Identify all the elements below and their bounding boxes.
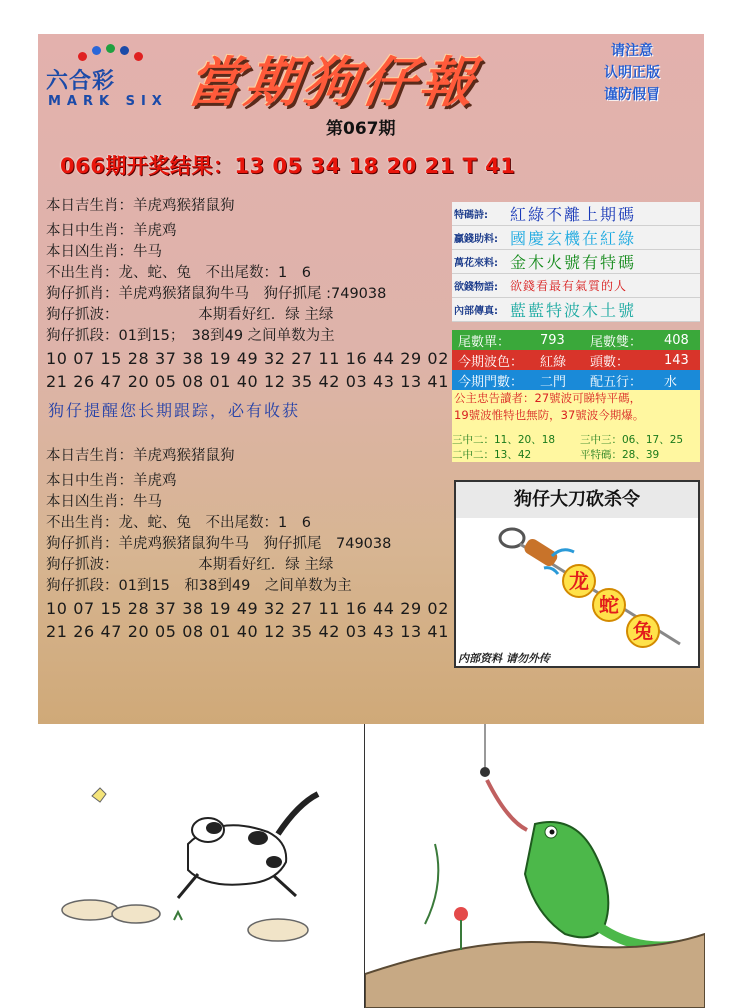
note-line: 请注意 — [611, 43, 653, 59]
logo-subtext: MARK SIX — [48, 94, 168, 109]
authenticity-note — [604, 40, 660, 106]
cat-icon — [38, 724, 362, 1008]
stat-label: 今期波色： — [458, 354, 524, 370]
combo-item: 三中三：06、17、25 — [580, 434, 684, 446]
info-line: 不出生肖：龙、蛇、兔 不出尾数：1 6 — [46, 265, 311, 281]
reminder-text: 狗仔提醒您长期跟踪，必有收获 — [48, 401, 301, 420]
lizard-illustration — [364, 724, 705, 1008]
stat-label: 頭數： — [590, 354, 630, 370]
cat-illustration — [38, 724, 362, 1008]
combo-row — [452, 432, 700, 447]
tip-row — [452, 274, 700, 298]
tip-row — [452, 250, 700, 274]
tip-value: 紅綠不離上期碼 — [510, 205, 637, 224]
stat-label: 今期門數： — [458, 374, 524, 390]
info-line: 本日吉生肖：羊虎鸡猴猪鼠狗 — [46, 448, 235, 464]
prediction-block-1 — [46, 196, 449, 393]
tip-label: 內部傳真: — [454, 306, 498, 317]
info-line: 本日吉生肖：羊虎鸡猴猪鼠狗 — [46, 198, 235, 214]
stat-value: 793 — [540, 332, 565, 348]
tip-row — [452, 226, 700, 250]
kill-zodiac: 兔 — [626, 614, 660, 648]
stat-row — [452, 370, 700, 390]
number-row: 21 26 47 20 05 08 01 40 12 35 42 03 43 13 41 — [46, 372, 449, 391]
note-line: 认明正版 — [604, 65, 660, 81]
stat-value: 143 — [664, 352, 689, 368]
number-row: 10 07 15 28 37 38 19 49 32 27 11 16 44 29 02 — [46, 599, 449, 618]
combo-item: 平特碼：28、39 — [580, 449, 660, 461]
issue-number: 第067期 — [326, 119, 396, 139]
tip-row — [452, 298, 700, 322]
tip-row — [452, 202, 700, 226]
tip-value: 金木火號有特碼 — [510, 253, 637, 272]
combo-item: 三中二：11、20、18 — [452, 434, 556, 446]
info-line: 本日中生肖：羊虎鸡 — [46, 473, 177, 489]
info-line: 本日中生肖：羊虎鸡 — [46, 223, 177, 239]
stat-value: 紅綠 — [540, 354, 567, 370]
tip-value: 國慶玄機在紅綠 — [510, 229, 637, 248]
kill-order-title: 狗仔大刀砍杀令 — [456, 482, 698, 518]
info-line: 狗仔抓波： 本期看好红．绿 主绿 — [46, 307, 334, 323]
tip-label: 萬花來料: — [454, 258, 498, 269]
tip-label: 贏錢助料: — [454, 234, 498, 245]
kill-zodiac: 蛇 — [592, 588, 626, 622]
stat-value: 水 — [664, 374, 678, 390]
stat-value: 408 — [664, 332, 689, 348]
notice-line: 19號波惟特也無防，37號波今期爆。 — [454, 408, 645, 422]
number-row: 10 07 15 28 37 38 19 49 32 27 11 16 44 29 02 — [46, 349, 449, 368]
tip-label: 特碼詩: — [454, 210, 488, 221]
info-line: 狗仔抓段：01到15； 38到49 之间单数为主 — [46, 328, 335, 344]
poster-sheet — [38, 34, 704, 724]
tip-label: 欲錢物語: — [454, 282, 498, 293]
notice-line: 公主忠告讀者：27號波可睇特平碼， — [454, 391, 642, 405]
logo-text: 六合彩 — [46, 69, 116, 94]
stat-row — [452, 330, 700, 350]
tips-panel — [452, 202, 700, 322]
kill-order-box — [454, 480, 700, 668]
info-line: 狗仔抓肖：羊虎鸡猴猪鼠狗牛马 狗仔抓尾 749038 — [46, 536, 392, 552]
page-title: 當期狗仔報 — [183, 51, 482, 114]
combo-row — [452, 447, 700, 462]
info-line: 狗仔抓肖：羊虎鸡猴猪鼠狗牛马 狗仔抓尾 :749038 — [46, 286, 387, 302]
info-line: 狗仔抓波： 本期看好红．绿 主绿 — [46, 557, 334, 573]
number-row: 21 26 47 20 05 08 01 40 12 35 42 03 43 13 41 — [46, 622, 449, 641]
kill-order-footer: 内部资料 请勿外传 — [458, 652, 550, 665]
draw-result: 066期开奖结果：13 05 34 18 20 21 T 41 — [60, 154, 516, 178]
header — [38, 34, 704, 184]
lizard-icon — [365, 724, 705, 1008]
stat-label: 配五行： — [590, 374, 643, 390]
combo-item: 二中二：13、42 — [452, 449, 532, 461]
notice-box — [452, 390, 700, 432]
prediction-block-2 — [46, 446, 449, 643]
info-line: 不出生肖：龙、蛇、兔 不出尾数：1 6 — [46, 515, 311, 531]
info-line: 狗仔抓段：01到15 和38到49 之间单数为主 — [46, 578, 352, 594]
kill-zodiac: 龙 — [562, 564, 596, 598]
stat-label: 尾數雙： — [590, 334, 643, 350]
stat-row — [452, 350, 700, 370]
stat-label: 尾數單： — [458, 334, 511, 350]
info-line: 本日凶生肖：牛马 — [46, 494, 162, 510]
tip-value: 藍藍特波木土號 — [510, 301, 637, 320]
stat-value: 二門 — [540, 374, 567, 390]
tip-value: 欲錢看最有氣質的人 — [510, 279, 628, 293]
info-line: 本日凶生肖：牛马 — [46, 244, 162, 260]
note-line: 谨防假冒 — [604, 87, 660, 103]
